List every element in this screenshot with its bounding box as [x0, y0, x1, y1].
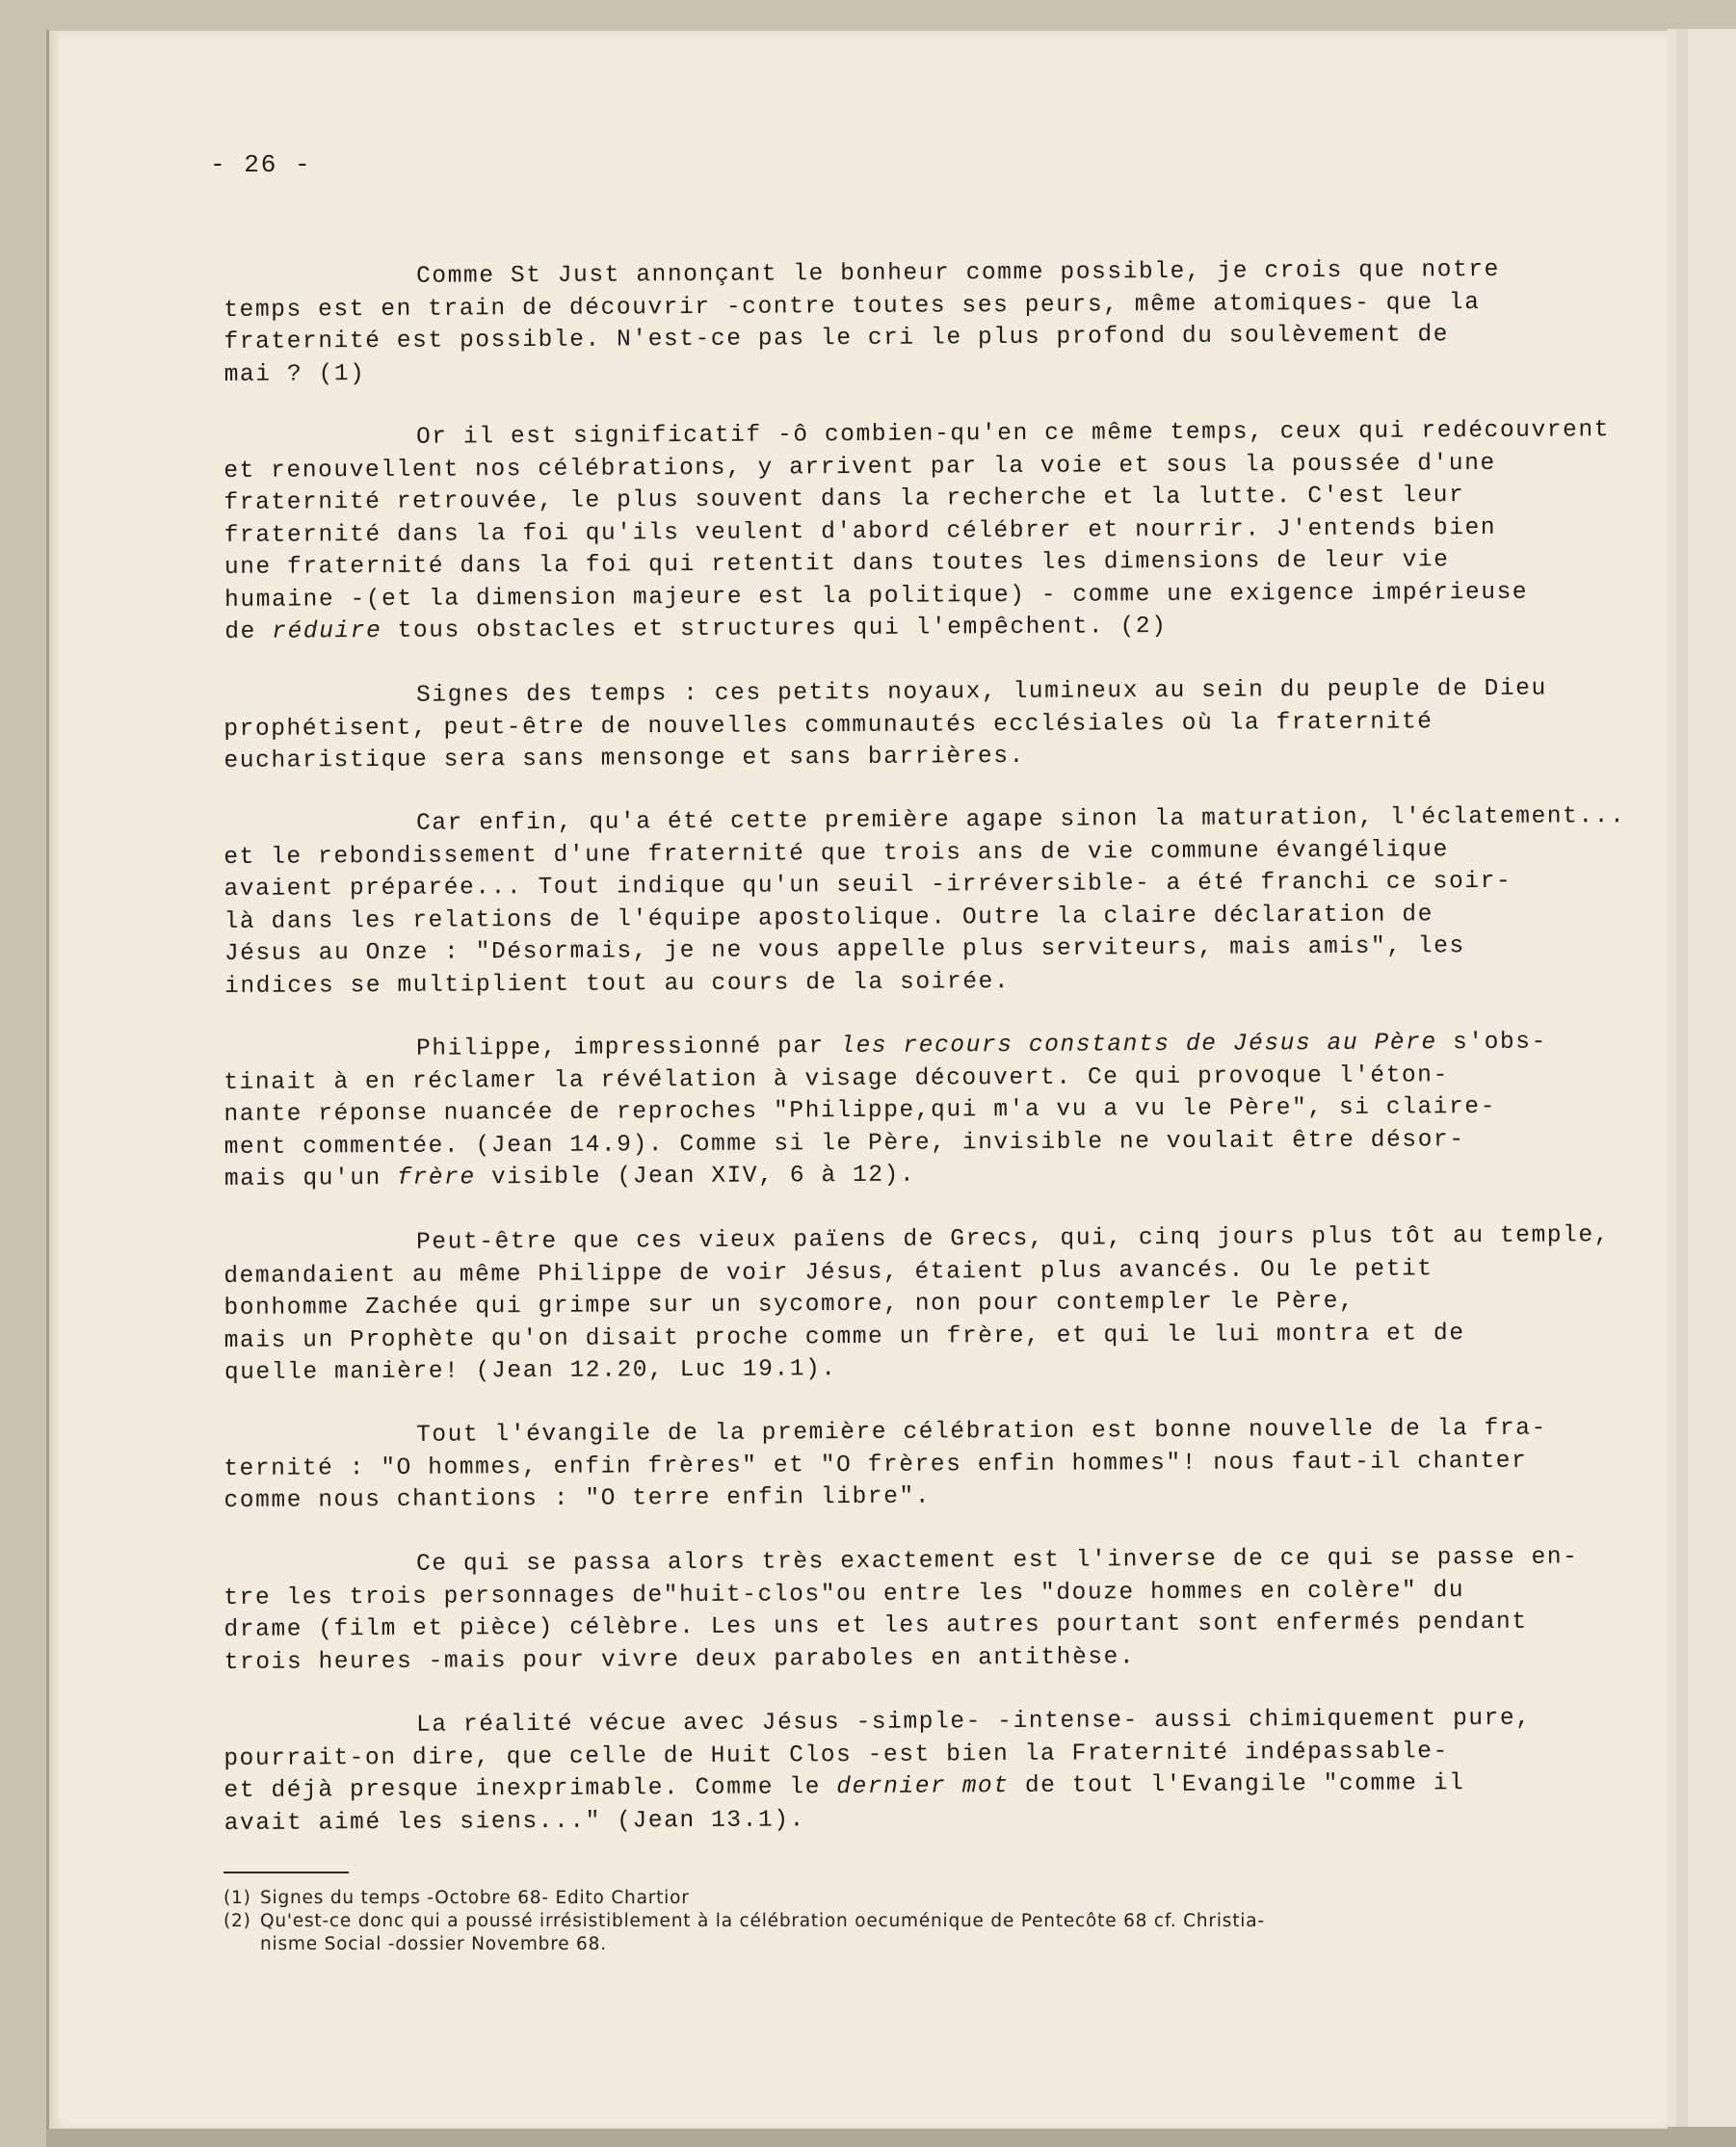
text-line: demandaient au même Philippe de voir Jésus, étaient plus avancés. Ou le petit	[224, 1255, 1434, 1289]
text-line: là dans les relations de l'équipe apostolique. Outre la claire déclaration de	[224, 901, 1434, 935]
text-line: Ce qui se passa alors très exactement est l'inverse de ce qui se passe en-	[416, 1543, 1579, 1578]
footnote-2-continuation	[224, 1933, 1591, 1956]
text-line: humaine -(et la dimension majeure est la politique) - comme une exigence impérieuse	[224, 579, 1529, 614]
text-line: mai ? (1)	[224, 360, 366, 388]
page-number: - 26 -	[210, 150, 312, 179]
footnote-text: Qu'est-ce donc qui a poussé irrésistiblement à la célébration oecuménique de Pentecôte 68 cf. Christia-	[260, 1910, 1265, 1931]
text-line: avait aimé les siens..." (Jean 13.1).	[224, 1806, 805, 1836]
text-line: Comme St Just annonçant le bonheur comme possible, je crois que notre	[416, 256, 1501, 290]
text-line: ment commentée. (Jean 14.9). Comme si le Père, invisible ne voulait être désor-	[224, 1126, 1465, 1161]
text-segment: visible (Jean XIV, 6 à 12).	[475, 1162, 916, 1191]
text-line: indices se multiplient tout au cours de la soirée.	[224, 968, 1011, 1000]
footnote-text: nisme Social -dossier Novembre 68.	[260, 1933, 607, 1954]
text-line: Jésus au Onze : "Désormais, je ne vous appelle plus serviteurs, mais amis", les	[224, 933, 1465, 967]
text-segment: et déjà presque inexprimable. Comme le	[224, 1773, 837, 1804]
paragraph-4	[224, 800, 1626, 1003]
page-stack-edge	[1676, 29, 1688, 2127]
text-line: trois heures -mais pour vivre deux paraboles en antithèse.	[224, 1643, 1136, 1675]
text-line: La réalité vécue avec Jésus -simple- -intense- aussi chimiquement pure,	[416, 1705, 1532, 1739]
footnote-text: Signes du temps -Octobre 68- Edito Chartior	[260, 1887, 690, 1908]
text-line: eucharistique sera sans mensonge et sans barrières.	[224, 743, 1025, 774]
text-segment: de tout l'Evangile "comme il	[1009, 1769, 1465, 1799]
page-content	[210, 150, 1626, 1956]
paragraph-5	[224, 1026, 1592, 1195]
text-line: mais un Prophète qu'on disait proche comme un frère, et qui le lui montra et de	[224, 1320, 1465, 1353]
text-line: bonhomme Zachée qui grimpe sur un sycomore, non pour contempler le Père,	[224, 1288, 1355, 1322]
emphasis-text: les recours constants de Jésus au Père	[840, 1030, 1437, 1060]
text-line: tre les trois personnages de"huit-clos"ou entre les "douze hommes en colère" du	[224, 1577, 1465, 1610]
footnote-2	[224, 1910, 1591, 1933]
text-line: fraternité retrouvée, le plus souvent dans la recherche et la lutte. C'est leur	[224, 483, 1465, 516]
paragraph-9	[224, 1702, 1592, 1840]
page-bottom-shadow	[46, 2127, 1736, 2147]
footnote-divider	[224, 1872, 349, 1873]
text-line: avaient préparée... Tout indique qu'un seuil -irréversible- a été franchi ce soir-	[224, 868, 1512, 903]
text-segment: tous obstacles et structures qui l'empêchent. (2)	[381, 614, 1168, 644]
text-line: et le rebondissement d'une fraternité que trois ans de vie commune évangélique	[224, 836, 1449, 871]
text-segment: s'obs-	[1436, 1029, 1547, 1057]
text-line: Tout l'évangile de la première célébration est bonne nouvelle de la fra-	[416, 1415, 1547, 1449]
text-segment: de	[224, 618, 273, 645]
paragraph-6	[224, 1219, 1611, 1389]
text-line: tinait à en réclamer la révélation à visage découvert. Ce qui provoque l'éton-	[224, 1061, 1449, 1096]
text-line: fraternité est possible. N'est-ce pas le cri le plus profond du soulèvement de	[224, 322, 1450, 355]
text-line: Peut-être que ces vieux païens de Grecs, qui, cinq jours plus tôt au temple,	[416, 1221, 1611, 1256]
emphasis-text: frère	[397, 1165, 476, 1191]
emphasis-text: dernier mot	[836, 1772, 1010, 1800]
text-line: prophétisent, peut-être de nouvelles communautés ecclésiales où la fraternité	[224, 708, 1434, 742]
text-line: drame (film et pièce) célèbre. Les uns et les autres pourtant sont enfermés pendant	[224, 1609, 1528, 1643]
text-line: et renouvellent nos célébrations, y arrivent par la voie et sous la poussée d'une	[224, 450, 1496, 484]
text-line: comme nous chantions : "O terre enfin libre".	[224, 1483, 932, 1514]
paragraph-7	[224, 1412, 1592, 1517]
text-line: quelle manière! (Jean 12.20, Luc 19.1).	[224, 1355, 837, 1386]
footnote-1	[224, 1887, 1591, 1910]
footnote-marker: (2)	[224, 1910, 251, 1931]
text-line: ternité : "O hommes, enfin frères" et "O frères enfin hommes"! nous faut-il chanter	[224, 1448, 1528, 1482]
text-line: Or il est significatif -ô combien-qu'en ce même temps, ceux qui redécouvrent	[416, 417, 1611, 451]
text-line: fraternité dans la foi qu'ils veulent d'abord célébrer et nourrir. J'entends bien	[224, 514, 1497, 549]
text-line: Signes des temps : ces petits noyaux, lumineux au sein du peuple de Dieu	[416, 675, 1547, 709]
paragraph-1	[224, 253, 1592, 391]
paragraph-3	[224, 672, 1592, 777]
text-line: une fraternité dans la foi qui retentit dans toutes les dimensions de leur vie	[224, 547, 1450, 581]
text-line: Car enfin, qu'a été cette première agape sinon la maturation, l'éclatement...	[416, 803, 1626, 837]
footnote-marker: (1)	[224, 1887, 251, 1908]
paragraph-8	[224, 1541, 1592, 1679]
emphasis-text: réduire	[272, 618, 382, 645]
text-line: temps est en train de découvrir -contre toutes ses peurs, même atomiques- que la	[224, 289, 1481, 324]
text-segment: mais qu'un	[224, 1165, 398, 1192]
text-segment: Philippe, impressionné par	[416, 1034, 841, 1062]
paragraph-2	[224, 414, 1611, 648]
text-line: pourrait-on dire, que celle de Huit Clos -est bien la Fraternité indépassable-	[224, 1738, 1449, 1771]
text-line: nante réponse nuancée de reproches "Philippe,qui m'a vu a vu le Père", si claire-	[224, 1093, 1497, 1128]
